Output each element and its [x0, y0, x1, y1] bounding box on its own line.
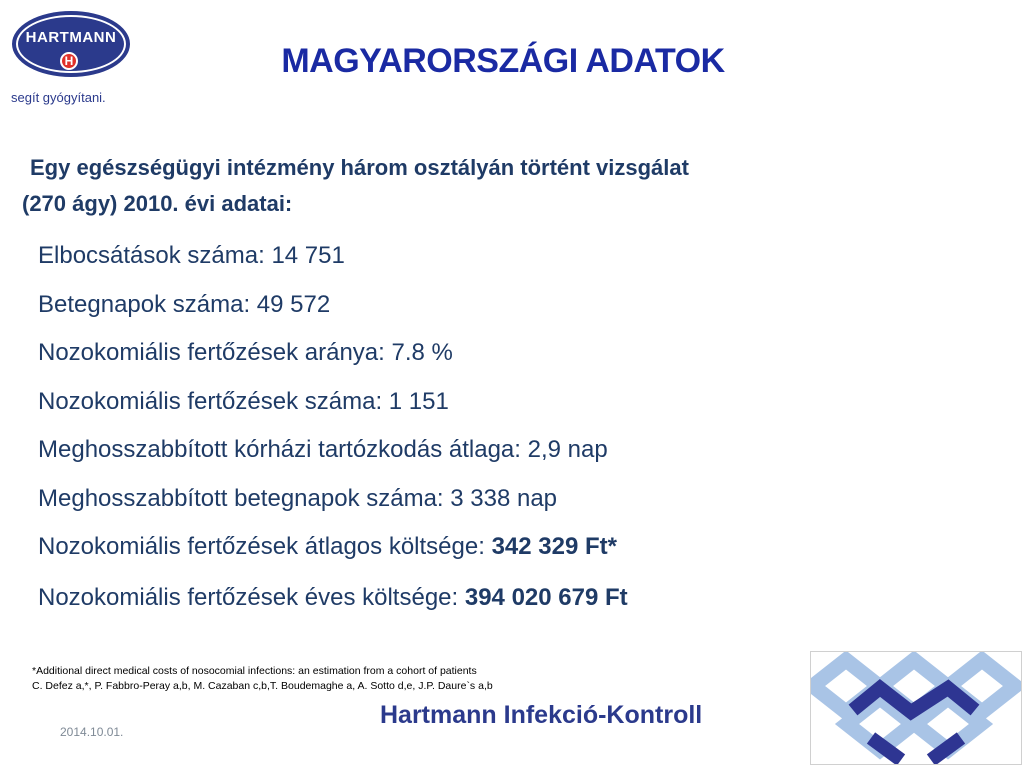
footer-brand: Hartmann Infekció-Kontroll: [380, 701, 703, 729]
stat-extended-days: [38, 479, 818, 528]
stat-label: Betegnapok száma: 49 572: [38, 290, 331, 318]
footnote-line-1: *Additional direct medical costs of nosocomial infections: an estimation from a cohort of patients: [32, 665, 477, 677]
stat-annual-cost: [38, 578, 818, 618]
stat-label: Meghosszabbított betegnapok száma: 3 338 nap: [38, 484, 558, 512]
intro-text: [22, 150, 842, 222]
stat-extended-stay: [38, 430, 818, 479]
slide-title: MAGYARORSZÁGI ADATOK: [281, 42, 725, 80]
logo-brand-text: HARTMANN: [25, 28, 117, 46]
infection-control-logo: [810, 651, 1022, 765]
hartmann-h-icon: H: [60, 52, 78, 70]
stat-label: Elbocsátások száma: 14 751: [38, 242, 345, 269]
stat-value: 342 329 Ft*: [491, 533, 617, 560]
stat-label: Nozokomiális fertőzések éves költsége:: [38, 583, 465, 611]
footnote: [32, 664, 493, 694]
stat-patient-days: [38, 285, 818, 334]
stat-label: Nozokomiális fertőzések száma: 1 151: [38, 387, 449, 415]
stat-label: Nozokomiális fertőzések aránya: 7.8 %: [38, 339, 453, 366]
chevron-pattern-icon: [811, 652, 1021, 764]
slide-date: 2014.10.01.: [60, 725, 124, 739]
stat-infection-count: [38, 382, 818, 431]
stat-value: 394 020 679 Ft: [464, 583, 628, 611]
intro-line-2: (270 ágy) 2010. évi adatai:: [22, 191, 293, 216]
footnote-line-2: C. Defez a,*, P. Fabbro-Peray a,b, M. Cazaban c,b,T. Boudemaghe a, A. Sotto d,e, J.P. Daure`s a,b: [32, 680, 493, 692]
intro-line-1: Egy egészségügyi intézmény három osztályán történt vizsgálat: [30, 155, 689, 180]
stat-infection-rate: [38, 333, 818, 382]
logo-tagline: segít gyógyítani.: [11, 90, 106, 105]
stats-list: [38, 236, 818, 618]
stat-label: Meghosszabbított kórházi tartózkodás átlaga: 2,9 nap: [38, 436, 608, 463]
stat-discharges: [38, 236, 818, 285]
stat-average-cost: [38, 527, 818, 576]
stat-label: Nozokomiális fertőzések átlagos költsége:: [38, 533, 492, 560]
